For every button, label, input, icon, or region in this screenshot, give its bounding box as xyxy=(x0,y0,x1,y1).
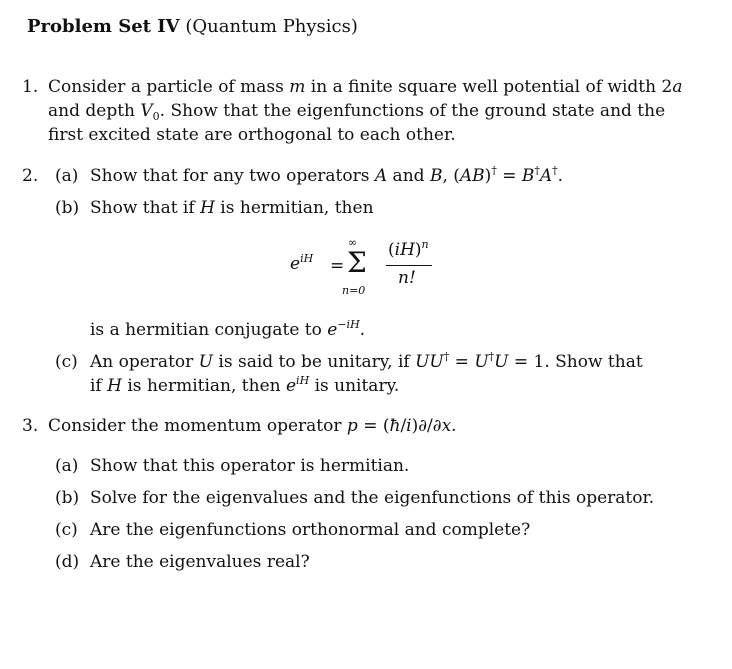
problem-3a-text: Show that this operator is hermitian. xyxy=(90,456,410,476)
p2c-l1-text: An operator U is said to be unitary, if UU† = U†U = 1. Show that xyxy=(90,350,643,372)
p2a-text: Show that for any two operators A and B, (AB)† = B†A†. xyxy=(90,164,564,186)
problem-2c-label: (c) xyxy=(55,352,78,372)
problem-3-text xyxy=(48,416,457,436)
problem-2c-line-2 xyxy=(90,376,399,396)
problem-3d-text: Are the eigenvalues real? xyxy=(90,552,310,572)
sum-lower-limit: n=0 xyxy=(342,284,366,297)
page-title xyxy=(27,16,358,37)
p3-text: Consider the momentum operator p = (ħ/i)∂/∂x. xyxy=(48,416,457,436)
p2b-after-text: is a hermitian conjugate to $e^{-iH}$. xyxy=(90,318,366,340)
exponential-series-equation xyxy=(290,236,460,310)
title-bold: Problem Set IV xyxy=(27,16,180,37)
problem-3c-text: Are the eigenfunctions orthonormal and complete? xyxy=(90,520,531,540)
title-subtitle: (Quantum Physics) xyxy=(185,16,358,37)
fraction-denominator: n! xyxy=(398,268,416,288)
equation-equals: = xyxy=(330,256,345,276)
problem-3c-label: (c) xyxy=(55,520,78,540)
problem-3b-text: Solve for the eigenvalues and the eigenfunctions of this operator. xyxy=(90,488,655,508)
problem-2c-line-1 xyxy=(90,352,643,372)
problem-1-number: 1. xyxy=(22,77,39,97)
p1-l2-text: and depth $V_0$. Show that the eigenfunctions of the ground state and the xyxy=(48,101,666,123)
sum-upper-limit: ∞ xyxy=(348,236,358,249)
problem-1-line-3: first excited state are orthogonal to each other. xyxy=(48,125,456,145)
problem-1-line-1 xyxy=(48,77,682,97)
p2b-text: Show that if H is hermitian, then xyxy=(90,198,374,218)
problem-2b-label: (b) xyxy=(55,198,80,218)
problem-3d-label: (d) xyxy=(55,552,80,572)
problem-2b-after xyxy=(90,320,365,340)
equation-lhs: $e^{iH}$ xyxy=(290,252,314,274)
fraction-numerator: (iH)$^n$ xyxy=(388,238,429,260)
problem-2a-text xyxy=(90,166,563,186)
sigma-symbol: Σ xyxy=(347,246,367,279)
problem-3b-label: (b) xyxy=(55,488,80,508)
problem-2a-label: (a) xyxy=(55,166,79,186)
fraction-bar xyxy=(386,265,432,266)
problem-3a-label: (a) xyxy=(55,456,79,476)
problem-1-line-2 xyxy=(48,101,665,121)
problem-3-number: 3. xyxy=(22,416,39,436)
problem-2-number: 2. xyxy=(22,166,39,186)
p2c-l2-text: if H is hermitian, then $e^{iH}$ is unitary. xyxy=(90,374,400,396)
problem-2b-text xyxy=(90,198,374,218)
p1-l1-text: Consider a particle of mass m in a finite square well potential of width 2a xyxy=(48,77,683,97)
